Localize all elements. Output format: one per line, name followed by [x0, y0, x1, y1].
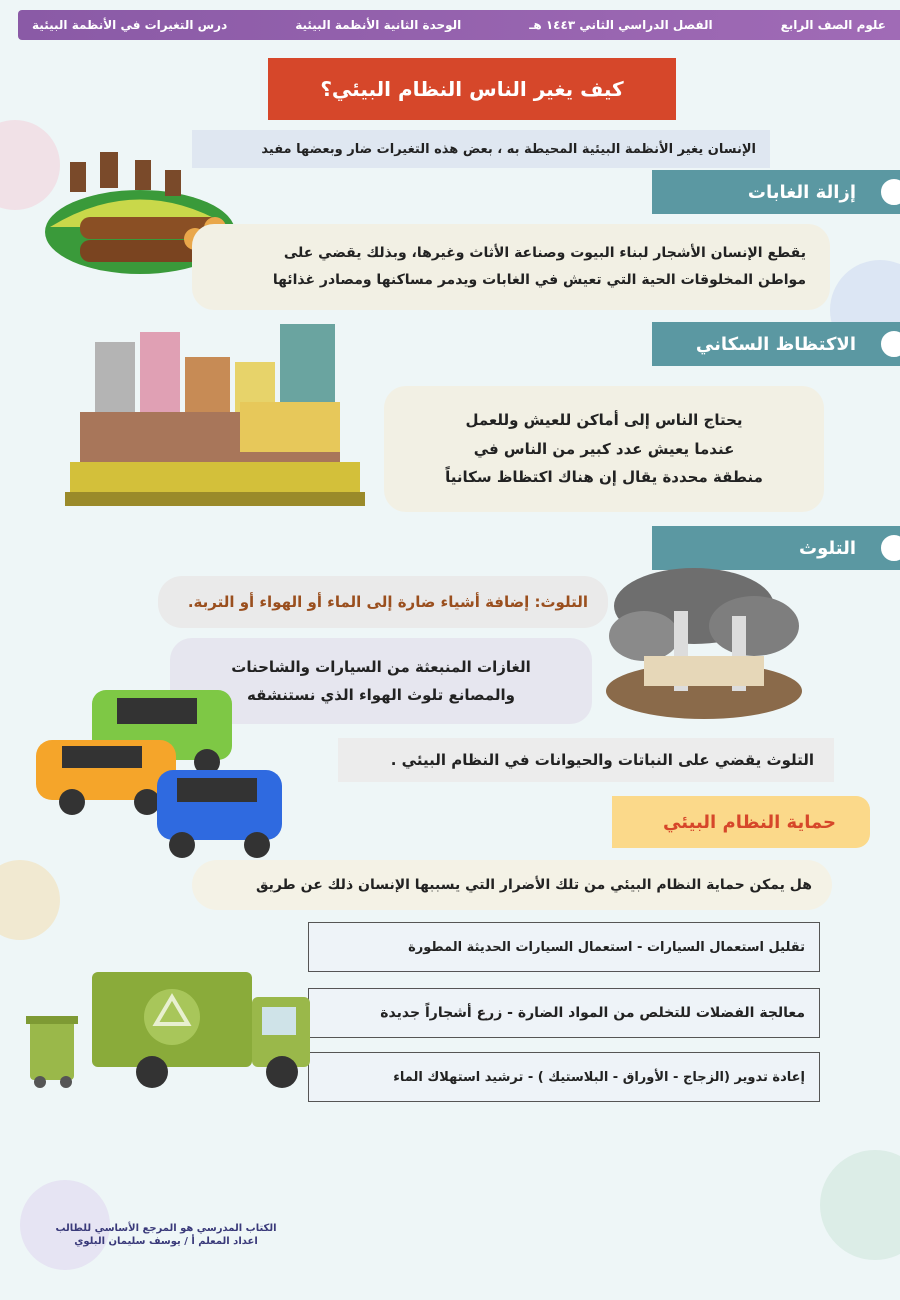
section-deforestation-heading [652, 170, 900, 214]
overpopulation-text [384, 386, 824, 512]
protection-question: هل يمكن حماية النظام البيئي من تلك الأضرار التي يسببها الإنسان ذلك عن طريق [192, 860, 832, 910]
footer-line: اعداد المعلم أ / يوسف سليمان البلوي [74, 1236, 258, 1247]
deforestation-line: مواطن المخلوقات الحية التي تعيش في الغابات ويدمر مساكنها ومصادر غذائها [272, 272, 806, 288]
intro-text: الإنسان يغير الأنظمة البيئية المحيطة به ، بعض هذه التغيرات ضار وبعضها مفيد [192, 130, 770, 168]
section-pollution-heading [652, 526, 900, 570]
decor-blob [820, 1150, 900, 1260]
crowded-city-illustration [60, 322, 370, 522]
protection-heading: حماية النظام البيئي [612, 796, 870, 848]
pollution-heading-text: التلوث [799, 537, 856, 559]
section-marker-icon [878, 328, 900, 360]
decor-blob [0, 860, 60, 940]
footer [46, 1222, 286, 1248]
protection-method: تقليل استعمال السيارات - استعمال السيارات الحديثة المطورة [308, 922, 820, 972]
protection-method: معالجة الفضلات للتخلص من المواد الضارة - زرع أشجاراً جديدة [308, 988, 820, 1038]
header-semester: الفصل الدراسي الثاني ١٤٤٣ هـ [529, 18, 713, 32]
footer-line: الكتاب المدرسي هو المرجع الأساسي للطالب [55, 1223, 277, 1234]
recycling-truck-illustration [22, 962, 314, 1100]
section-marker-icon [878, 176, 900, 208]
overpopulation-line: منطقة محددة يقال إن هناك اكتظاظ سكانياً [445, 468, 763, 487]
deforestation-line: يقطع الإنسان الأشجار لبناء البيوت وصناعة الأثاث وغيرها، وبذلك يقضي على [283, 245, 806, 262]
section-marker-icon [878, 532, 900, 564]
deforestation-heading-text: إزالة الغابات [747, 181, 856, 203]
protection-method: إعادة تدوير (الزجاج - الأوراق - البلاستيك ) - ترشيد استهلاك الماء [308, 1052, 820, 1102]
header-lesson: درس التغيرات في الأنظمة البيئية [32, 18, 228, 32]
cars-illustration [32, 680, 292, 866]
pollution-definition: التلوث: إضافة أشياء ضارة إلى الماء أو الهواء أو التربة. [158, 576, 608, 628]
overpopulation-line: يحتاج الناس إلى أماكن للعيش وللعمل [465, 411, 743, 430]
overpopulation-heading-text: الاكتظاظ السكاني [695, 333, 856, 355]
header-subject: علوم الصف الرابع [780, 18, 886, 32]
overpopulation-line: عندما يعيش عدد كبير من الناس في [473, 439, 735, 458]
pollution-gases-line: والمصانع تلوث الهواء الذي نستنشقه [247, 686, 515, 704]
pollution-effect: التلوث يقضي على النباتات والحيوانات في النظام البيئي . [338, 738, 834, 782]
factory-smoke-illustration [604, 566, 804, 726]
section-overpopulation-heading [652, 322, 900, 366]
page-title: كيف يغير الناس النظام البيئي؟ [268, 58, 676, 120]
header-banner [18, 10, 900, 40]
deforestation-text [192, 224, 830, 310]
header-unit: الوحدة الثانية الأنظمة البيئية [295, 18, 462, 32]
pollution-gases-line: الغازات المنبعثة من السيارات والشاحنات [231, 657, 531, 676]
